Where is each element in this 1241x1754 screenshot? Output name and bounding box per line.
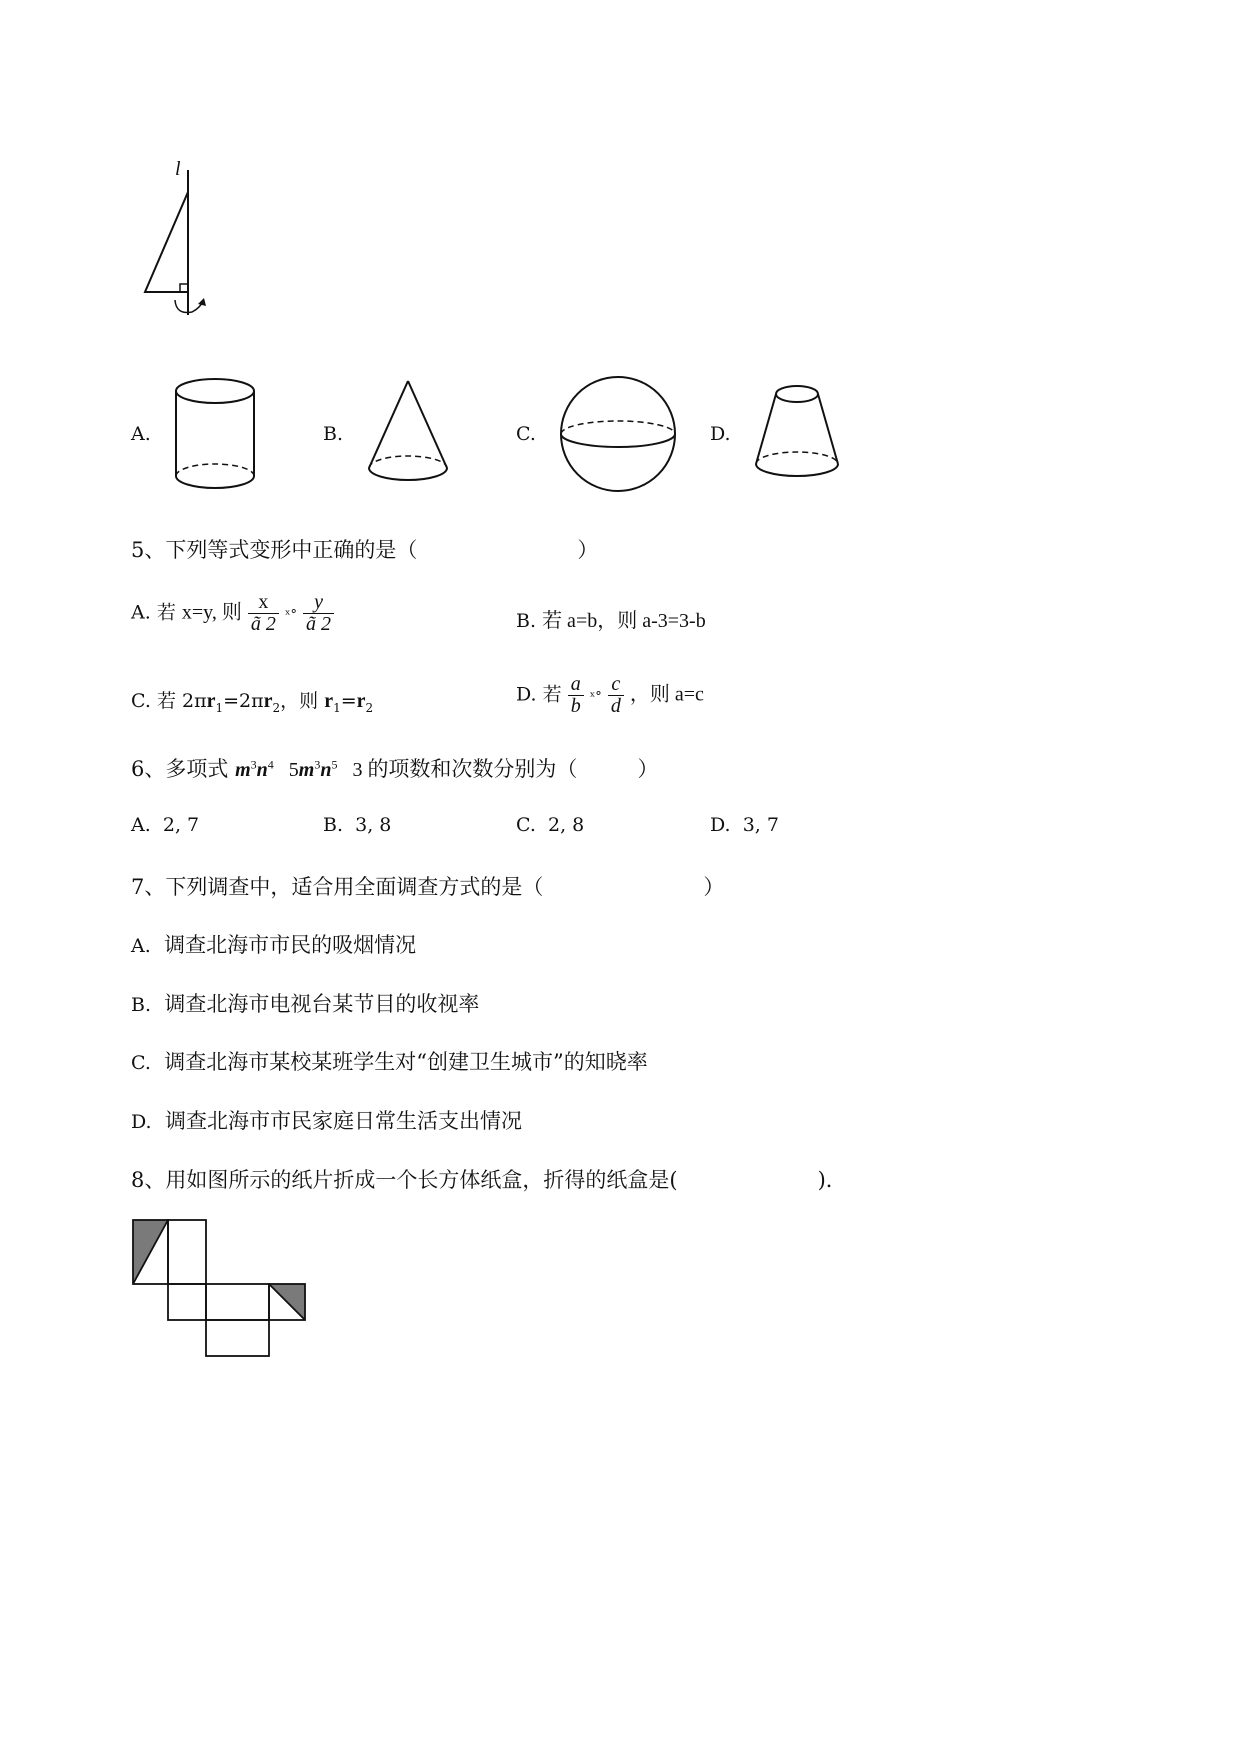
q7-option-d[interactable]: D. 调查北海市市民家庭日常生活支出情况 (131, 1109, 522, 1133)
q4-option-b-label[interactable]: B. (323, 423, 344, 445)
q7-option-a[interactable]: A. 调查北海市市民的吸烟情况 (131, 933, 417, 957)
q8-stem-text: 8、用如图所示的纸片折成一个长方体纸盒，折得的纸盒是( (131, 1168, 678, 1192)
fraction-x: $\frac{x}{ã 2}$ (248, 592, 279, 635)
q5-stem-text: 5、下列等式变形中正确的是（ (131, 538, 418, 562)
polynomial-expression: $m^3n^4$ $5m^3n^5$ 3 (235, 757, 363, 781)
box-net-figure (133, 1220, 313, 1360)
q8-stem (131, 1164, 847, 1194)
q6-option-b[interactable]: B. 3, 8 (323, 814, 392, 836)
rotation-axis-label: l (175, 158, 181, 180)
q5-option-c[interactable]: C. 若 $2\pi r_1=2\pi r_2$，则 $r_1=r_2$ (131, 690, 374, 715)
option-label: A. (131, 601, 151, 624)
q7-option-c[interactable]: C. 调查北海市某校某班学生对“创建卫生城市”的知晓率 (131, 1050, 648, 1074)
q6-option-d[interactable]: D. 3, 7 (710, 814, 779, 836)
q4-option-a-label[interactable]: A. (131, 423, 151, 445)
q7-stem (131, 871, 724, 901)
option-label: B. (516, 610, 537, 632)
q5-close: ） (577, 538, 599, 562)
option-condition: x=y, 则 (181, 601, 242, 624)
garbled-operator: ˣ° (284, 607, 297, 623)
garbled-operator: ˣ° (589, 689, 602, 705)
q6-close: ） (637, 757, 659, 781)
q4-option-c-label[interactable]: C. (516, 423, 536, 445)
q6-option-c[interactable]: C. 2, 8 (516, 814, 585, 836)
q8-close: )． (817, 1168, 847, 1192)
q5-option-b[interactable] (516, 604, 706, 633)
fraction-y: $\frac{y}{ã 2}$ (303, 592, 334, 635)
option-text: ，则 a=c (629, 683, 704, 706)
fraction-a-b: $\frac{a}{b}$ (568, 674, 584, 717)
option-if: 若 (156, 601, 176, 624)
cylinder-figure[interactable] (172, 376, 258, 494)
rotation-triangle-figure (140, 170, 220, 320)
option-if: 若 (542, 683, 562, 706)
q6-stem (131, 753, 658, 783)
q5-option-d[interactable] (516, 674, 704, 717)
cone-figure[interactable] (365, 378, 451, 488)
q5-stem (131, 534, 598, 564)
q5-option-a[interactable] (131, 592, 334, 635)
option-text: 若 2π (156, 690, 207, 712)
q6-stem-suffix: 的项数和次数分别为（ (367, 757, 578, 781)
q4-option-d-label[interactable]: D. (710, 423, 731, 445)
frustum-figure[interactable] (752, 382, 842, 482)
sphere-figure[interactable] (558, 374, 678, 494)
q6-stem-prefix: 6、多项式 (131, 757, 229, 781)
option-text: 若 a=b，则 a-3=3-b (542, 610, 706, 632)
q7-stem-text: 7、下列调查中，适合用全面调查方式的是（ (131, 875, 544, 899)
q6-option-a[interactable]: A. 2, 7 (131, 814, 200, 836)
fraction-c-d: $\frac{c}{d}$ (608, 674, 624, 717)
option-label: C. (131, 690, 151, 712)
q7-option-b[interactable]: B. 调查北海市电视台某节目的收视率 (131, 992, 480, 1016)
q7-close: ） (703, 875, 725, 899)
option-label: D. (516, 683, 537, 706)
